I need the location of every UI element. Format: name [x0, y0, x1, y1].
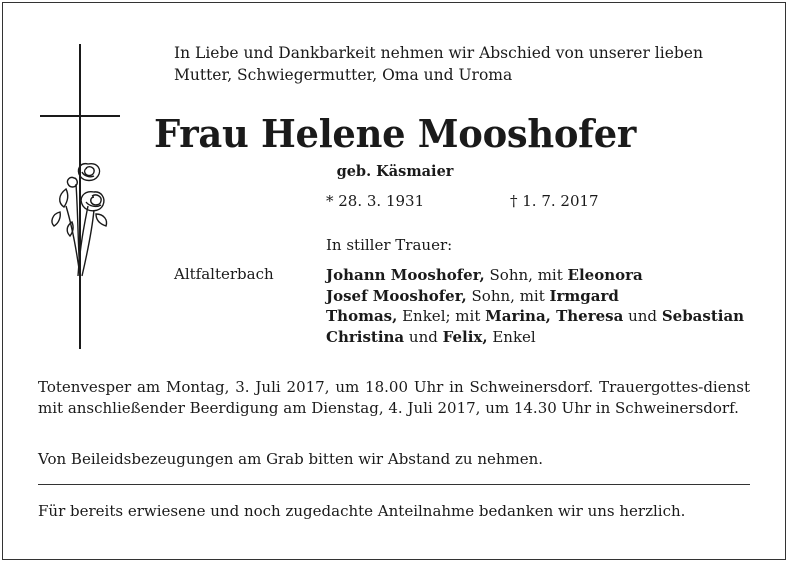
mourner-name: Sebastian [661, 307, 745, 325]
mourner-relation: und [623, 307, 662, 325]
mourner-name: Christina [326, 327, 405, 346]
condolence-notice: Von Beileidsbezeugungen am Grab bitten wir Abstand zu nehmen. [38, 450, 544, 468]
mourner-relation: Sohn, mit [484, 266, 568, 284]
mourner-row [326, 265, 744, 286]
birth-date: * 28. 3. 1931 [326, 192, 425, 210]
divider [38, 484, 750, 485]
thanks-notice: Für bereits erwiesene und noch zugedachte Anteilnahme bedanken wir uns herzlich. [38, 502, 686, 520]
mourners-list [326, 265, 744, 347]
cross-with-roses-icon [36, 44, 126, 349]
death-date: † 1. 7. 2017 [510, 192, 599, 210]
mourner-relation: Sohn, mit [466, 286, 550, 305]
mourner-name: Josef Mooshofer, [326, 286, 467, 305]
mourner-name: Thomas, [326, 307, 398, 325]
mourning-intro: In stiller Trauer: [326, 236, 453, 254]
maiden-name: geb. Käsmaier [336, 163, 454, 180]
mourner-name: Felix, [442, 327, 488, 346]
mourner-name: Irmgard [549, 286, 619, 305]
mourner-row [326, 327, 744, 348]
mourners-place: Altfalterbach [174, 265, 274, 283]
intro-line-2: Mutter, Schwiegermutter, Oma und Uroma [174, 66, 513, 84]
mourner-row [326, 286, 744, 307]
mourner-relation: Enkel; mit [397, 307, 486, 325]
intro-text [174, 42, 703, 86]
service-notice: Totenvesper am Montag, 3. Juli 2017, um 18.00 Uhr in Schweinersdorf. Trauergottes-dienst mit anschließender Beerdigung am Dienstag, 4. Juli 2017, um 14.30 Uhr in Schweinersdorf. [38, 378, 750, 417]
mourner-name: Eleonora [567, 266, 643, 284]
deceased-name: Frau Helene Mooshofer [154, 111, 636, 156]
intro-line-1: In Liebe und Dankbarkeit nehmen wir Abschied von unserer lieben [174, 44, 703, 62]
mourner-relation: und [404, 327, 443, 346]
mourner-name: Marina, Theresa [485, 307, 624, 325]
mourner-relation: Enkel [487, 327, 536, 346]
mourner-name: Johann Mooshofer, [326, 266, 485, 284]
mourner-row [326, 306, 744, 327]
